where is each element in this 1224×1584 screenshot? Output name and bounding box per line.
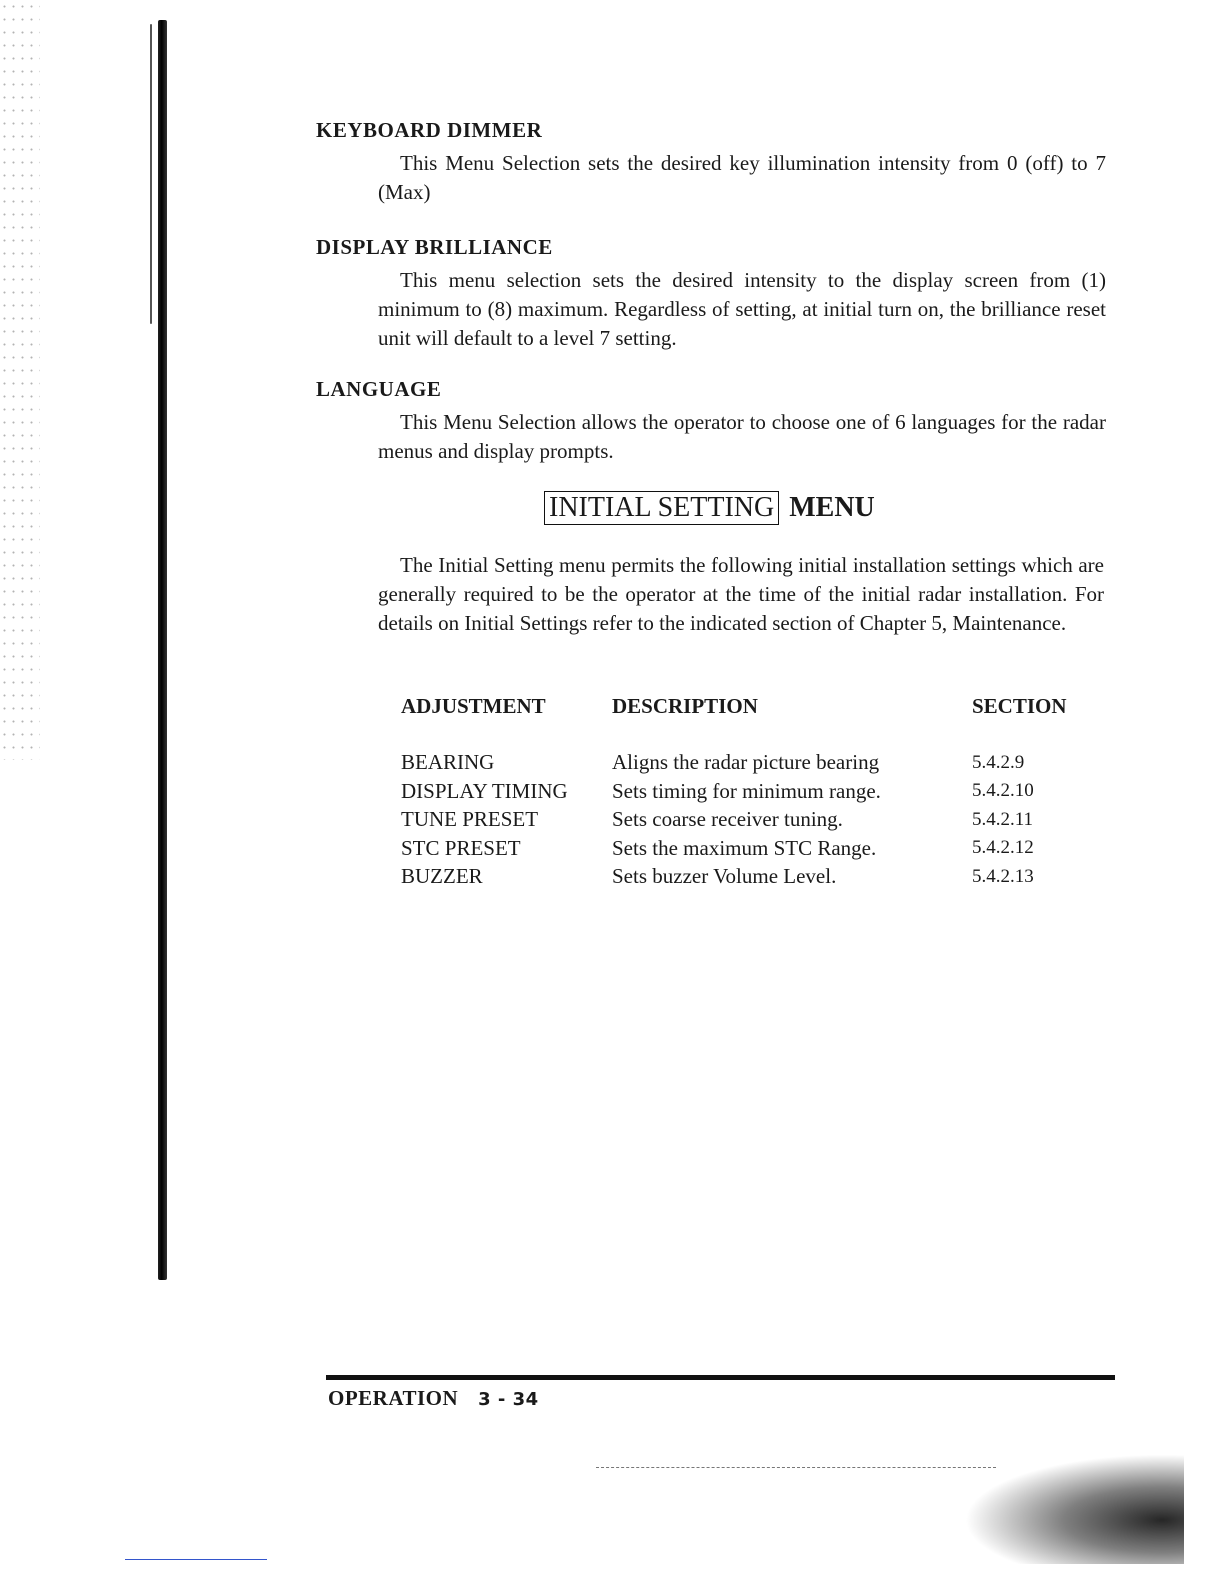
section-display-brilliance [316, 235, 1106, 353]
cell-adjustment: TUNE PRESET [401, 807, 539, 832]
cell-section: 5.4.2.9 [972, 751, 1025, 773]
menu-title-rest: MENU [789, 492, 875, 523]
scan-speckle [0, 0, 40, 760]
cell-description: Sets buzzer Volume Level. [612, 864, 837, 889]
cell-adjustment: BEARING [401, 750, 495, 775]
table-header [401, 692, 1091, 721]
section-body: This menu selection sets the desired intensity to the display screen from (1) minimum to (8) maximum. Regardless of setting, at initial turn on, the brilliance reset unit will default to a level 7 setting. [378, 268, 1106, 350]
table-row [401, 749, 1091, 778]
menu-title [544, 491, 875, 525]
header-description: DESCRIPTION [612, 693, 758, 718]
section-heading: DISPLAY BRILLIANCE [316, 235, 553, 259]
footer-label: OPERATION [328, 1386, 459, 1410]
cell-description: Sets the maximum STC Range. [612, 835, 877, 860]
scan-corner-smudge [964, 1454, 1184, 1564]
menu-title-boxed: INITIAL SETTING [544, 491, 779, 525]
section-keyboard-dimmer [316, 118, 1106, 207]
page-number: 3 - 34 [478, 1389, 539, 1410]
table-row [401, 834, 1091, 863]
binding-edge [158, 20, 167, 1280]
section-heading: LANGUAGE [316, 377, 442, 401]
table-row [401, 806, 1091, 835]
table-row [401, 863, 1091, 892]
cell-description: Sets timing for minimum range. [612, 778, 881, 803]
binding-edge-thin [150, 24, 152, 324]
cell-section: 5.4.2.12 [972, 837, 1034, 859]
cell-adjustment: STC PRESET [401, 835, 521, 860]
section-body: This Menu Selection sets the desired key illumination intensity from 0 (off) to 7 (Max) [378, 151, 1106, 204]
header-adjustment: ADJUSTMENT [401, 693, 546, 718]
cell-section: 5.4.2.10 [972, 780, 1034, 802]
cell-description: Sets coarse receiver tuning. [612, 807, 843, 832]
page-footer [328, 1386, 539, 1411]
settings-table [401, 692, 1091, 891]
blue-underline-artifact [125, 1559, 267, 1560]
cell-adjustment: DISPLAY TIMING [401, 778, 568, 803]
footer-rule [326, 1375, 1115, 1380]
cell-adjustment: BUZZER [401, 864, 483, 889]
menu-intro: The Initial Setting menu permits the following initial installation settings which are generally required to be the operator at the time of the initial radar installation. For details on Initial Settings refer to the indicated section of Chapter 5, Maintenance. [378, 553, 1104, 635]
header-section: SECTION [972, 693, 1067, 718]
section-body: This Menu Selection allows the operator to choose one of 6 languages for the radar menus and display prompts. [378, 410, 1106, 463]
cell-section: 5.4.2.13 [972, 865, 1034, 887]
cell-description: Aligns the radar picture bearing [612, 750, 880, 775]
scan-artifact-line [596, 1467, 996, 1468]
section-language [316, 377, 1106, 466]
section-heading: KEYBOARD DIMMER [316, 118, 543, 142]
cell-section: 5.4.2.11 [972, 808, 1034, 830]
table-row [401, 777, 1091, 806]
